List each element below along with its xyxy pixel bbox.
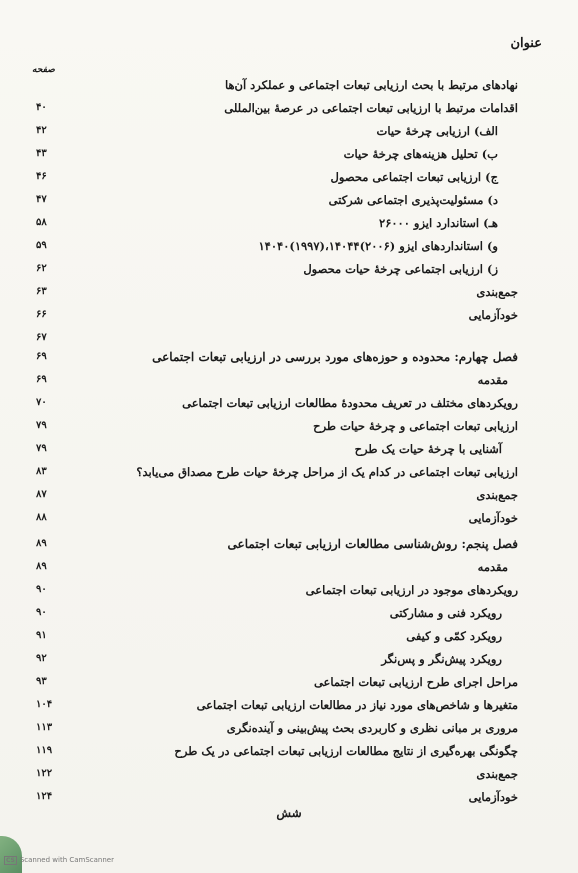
toc-entry-title: آشنایی با چرخهٔ حیات یک طرح: [354, 442, 502, 456]
toc-row: [0, 767, 578, 787]
toc-entry-title: الف) ارزیابی چرخهٔ حیات: [376, 124, 498, 138]
toc-entry-title: و) استانداردهای ایزو (۲۰۰۶)۱۴۰۴۴،(۱۹۹۷)۱۴۰۴۰: [258, 239, 498, 253]
toc-row: [0, 101, 578, 121]
scanner-watermark-text: Scanned with CamScanner: [19, 856, 114, 864]
toc-page-number: ۷۹: [36, 420, 47, 431]
toc-page-number: ۶۳: [36, 286, 47, 297]
camscanner-logo-icon: CS: [6, 857, 15, 864]
toc-page-number: ۵۹: [36, 240, 47, 251]
toc-row: [0, 583, 578, 603]
toc-row: [0, 193, 578, 213]
toc-entry-title: ج) ارزیابی تبعات اجتماعی محصول: [330, 170, 498, 184]
toc-page-number: ۴۳: [36, 148, 47, 159]
page-column-label: صفحه: [32, 65, 55, 75]
toc-entry-title: جمع‌بندی: [476, 285, 518, 299]
toc-row: [0, 698, 578, 718]
toc-entry-title: رویکرد پیش‌نگر و پس‌نگر: [381, 652, 502, 666]
toc-entry-title: مقدمه: [477, 560, 508, 574]
toc-entry-title: جمع‌بندی: [476, 767, 518, 781]
toc-page-number: ۷۹: [36, 443, 47, 454]
toc-page-number: ۱۱۳: [36, 722, 53, 733]
toc-page-number: ۱۰۴: [36, 699, 53, 710]
toc-row: [0, 262, 578, 282]
toc-page-number: ۹۰: [36, 584, 47, 595]
toc-page-number: ۵۸: [36, 217, 47, 228]
toc-entry-title: مقدمه: [477, 373, 508, 387]
toc-entry-title: مروری بر مبانی نظری و کاربردی بحث پیش‌بینی و آینده‌نگری: [226, 721, 518, 735]
toc-entry-title: نهادهای مرتبط با بحث ارزیابی تبعات اجتماعی و عملکرد آن‌ها: [224, 78, 518, 92]
toc-row: [0, 216, 578, 236]
toc-entry-title: هـ) استاندارد ایزو ۲۶۰۰۰: [379, 216, 498, 230]
toc-row: [0, 373, 578, 393]
toc-row: [0, 147, 578, 167]
toc-row: [0, 675, 578, 695]
toc-page-number: ۹۲: [36, 653, 47, 664]
toc-page-number: ۸۹: [36, 561, 47, 572]
toc-row: [0, 511, 578, 531]
toc-row: [0, 170, 578, 190]
toc-page-number: ۹۰: [36, 607, 47, 618]
toc-page-number: ۹۳: [36, 676, 47, 687]
toc-page-number: ۶۹: [36, 351, 47, 362]
toc-entry-title: متغیرها و شاخص‌های مورد نیاز در مطالعات ارزیابی تبعات اجتماعی: [196, 698, 518, 712]
toc-entry-title: جمع‌بندی: [476, 488, 518, 502]
toc-row: [0, 442, 578, 462]
toc-page-number: ۸۷: [36, 489, 47, 500]
toc-entry-title: خودآزمایی: [468, 308, 518, 322]
toc-row: [0, 308, 578, 328]
toc-chapter-row: [0, 350, 578, 370]
toc-row: [0, 721, 578, 741]
toc-row: [0, 629, 578, 649]
toc-entry-title: ز) ارزیابی اجتماعی چرخهٔ حیات محصول: [303, 262, 498, 276]
toc-row: [0, 78, 578, 98]
toc-entry-title: فصل پنجم: روش‌شناسی مطالعات ارزیابی تبعات اجتماعی: [227, 537, 518, 551]
toc-page-number: ۱۱۹: [36, 745, 53, 756]
toc-page-number: ۶۹: [36, 374, 47, 385]
toc-row: [0, 331, 578, 351]
toc-page-number: ۱۲۲: [36, 768, 53, 779]
page-number-footer: شش: [276, 806, 302, 820]
toc-page-number: ۴۲: [36, 125, 47, 136]
scanner-watermark: [4, 856, 114, 865]
toc-entry-title: مراحل اجرای طرح ارزیابی تبعات اجتماعی: [313, 675, 518, 689]
toc-row: [0, 239, 578, 259]
toc-title: عنوان: [510, 36, 542, 51]
toc-page-number: ۸۹: [36, 538, 47, 549]
toc-page-number: ۴۷: [36, 194, 47, 205]
toc-entry-title: خودآزمایی: [468, 511, 518, 525]
toc-entry-title: چگونگی بهره‌گیری از نتایج مطالعات ارزیابی تبعات اجتماعی در یک طرح: [174, 744, 518, 758]
corner-leaf-icon: [0, 836, 22, 873]
toc-row: [0, 744, 578, 764]
toc-page-number: ۱۲۴: [36, 791, 53, 802]
toc-entry-title: د) مسئولیت‌پذیری اجتماعی شرکتی: [328, 193, 498, 207]
toc-page-number: ۹۱: [36, 630, 47, 641]
toc-page-number: ۶۷: [36, 332, 47, 343]
toc-entry-title: فصل چهارم: محدوده و حوزه‌های مورد بررسی در ارزیابی تبعات اجتماعی: [152, 350, 518, 364]
toc-entry-title: رویکرد کمّی و کیفی: [406, 629, 502, 643]
toc-page-number: ۶۶: [36, 309, 47, 320]
toc-page-number: ۶۲: [36, 263, 47, 274]
toc-row: [0, 396, 578, 416]
toc-chapter-row: [0, 537, 578, 557]
toc-row: [0, 488, 578, 508]
toc-row: [0, 652, 578, 672]
toc-page-number: ۴۶: [36, 171, 47, 182]
toc-row: [0, 124, 578, 144]
toc-row: [0, 560, 578, 580]
toc-entry-title: رویکردهای موجود در ارزیابی تبعات اجتماعی: [305, 583, 518, 597]
toc-page-number: ۸۳: [36, 466, 47, 477]
toc-entry-title: رویکردهای مختلف در تعریف محدودهٔ مطالعات ارزیابی تبعات اجتماعی: [182, 396, 518, 410]
toc-page-number: ۷۰: [36, 397, 47, 408]
toc-entry-title: ارزیابی تبعات اجتماعی و چرخهٔ حیات طرح: [313, 419, 518, 433]
toc-entry-title: اقدامات مرتبط با ارزیابی تبعات اجتماعی در عرصهٔ بین‌المللی: [224, 101, 518, 115]
toc-page-number: ۴۰: [36, 102, 47, 113]
toc-row: [0, 419, 578, 439]
toc-page-number: ۸۸: [36, 512, 47, 523]
toc-row: [0, 606, 578, 626]
toc-row: [0, 285, 578, 305]
toc-row: [0, 465, 578, 485]
toc-entry-title: رویکرد فنی و مشارکتی: [389, 606, 502, 620]
toc-entry-title: خودآزمایی: [468, 790, 518, 804]
toc-entry-title: ب) تحلیل هزینه‌های چرخهٔ حیات: [343, 147, 498, 161]
toc-entry-title: ارزیابی تبعات اجتماعی در کدام یک از مراحل چرخهٔ حیات طرح مصداق می‌یابد؟: [136, 465, 518, 479]
